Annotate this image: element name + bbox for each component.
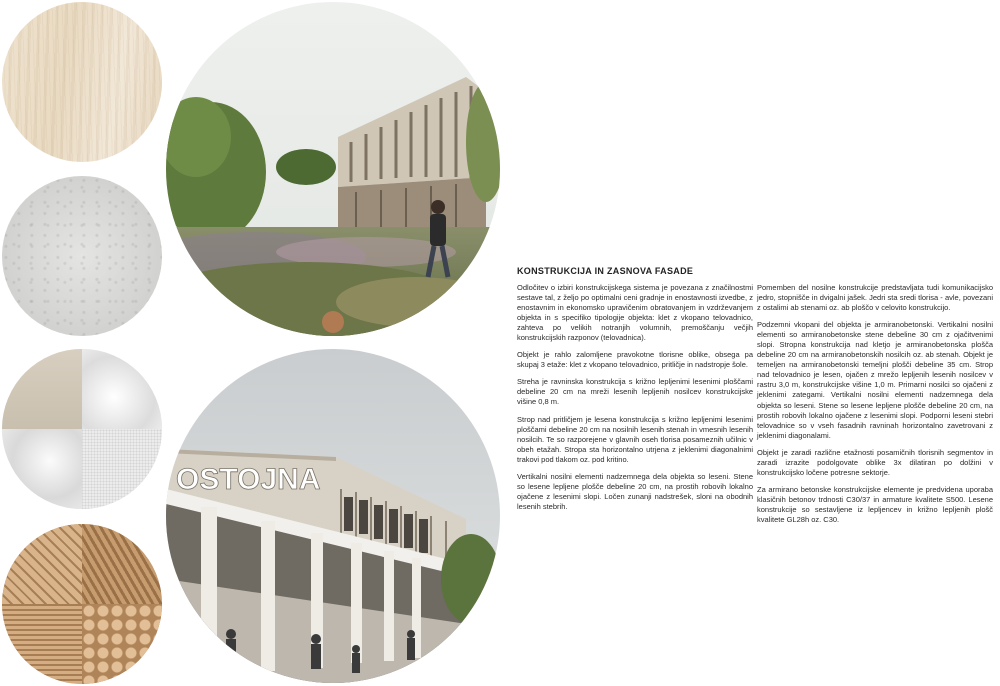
section-heading: KONSTRUKCIJA IN ZASNOVA FASADE bbox=[517, 266, 694, 276]
garden-render-image bbox=[166, 2, 500, 336]
text-column-right bbox=[757, 283, 993, 532]
paragraph: Podzemni vkopani del objekta je armiranobetonski. Vertikalni nosilni elementi so armiranobetonske stene debeline 30 cm z ojačitvenimi slopi. Stropna konstrukcija nad kletjo je armiranobetonska plošča debeline 20 cm na armiranobetonskih nosilcih oz. ab stenah. Objekt je temeljen na armiranobetonski temeljni plošči debeline 35 cm. Strop nad telovadnico je lesen, ojačen z mrežo lepljenih lesenih nosilcev v rastru 3,0 m, konstrukcijske višine 1,0 m. Primarni nosilci so ojačeni z jeklenimi zategami. Vertikalni nosilni elementi nadzemnega dela objekta so leseni. Stene so lesene lepljene plošče debeline 20 cm, na prostih robovih lokalno ojačene z lesenimi slopi. Podporni leseni stebri telovadnice so v vseh fasadnih ravninah horizontalno zavetrovani z jeklenimi diagonalami. bbox=[757, 320, 993, 440]
paragraph: Za armirano betonske konstrukcijske elemente je predvidena uporaba klasičnih betonov trdnosti C30/37 in armature kvalitete S500. Lesene konstrukcije so sestavljene iz lepljencev in križno lepljenih plošč kvalitete GL28h oz. C30. bbox=[757, 484, 993, 524]
building-sign: OSTOJNA bbox=[176, 463, 321, 496]
paragraph: Pomemben del nosilne konstrukcije predstavljata tudi komunikacijsko jedro, stopnišče in dvigalni jašek. Jedri sta sredi tlorisa - avle, povezani z ostalimi ab stenami oz. ab ploščo v celovito konstrukcijo. bbox=[757, 283, 993, 313]
paragraph: Objekt je rahlo zalomljene pravokotne tlorisne oblike, obsega pa skupaj 3 etaže: klet z vkopano telovadnico, pritličje in nadstropje šole. bbox=[517, 350, 753, 370]
paragraph: Streha je ravninska konstrukcija s križno lepljenimi lesenimi ploščami debeline 20 cm na mreži lesenih lepljenih nosilcev konstrukcijske višine 0,8 m. bbox=[517, 377, 753, 407]
paragraph: Vertikalni nosilni elementi nadzemnega dela objekta so leseni. Stene so lesene lepljene plošče debeline 20 cm, na prostih robovih lokalno ojačene z lesenimi slopi. Ločen zunanji nadstrešek, sloni na obodnih lesenih stebrih. bbox=[517, 471, 753, 511]
material-concrete-swatch bbox=[2, 176, 162, 336]
material-fabric-swatch bbox=[2, 349, 162, 509]
building-render-image bbox=[166, 349, 500, 683]
material-wood-swatch bbox=[2, 2, 162, 162]
paragraph: Odločitev o izbiri konstrukcijskega sistema je povezana z značilnostmi sestave tal, z željo po optimalni ceni gradnje in enostavnosti izvedbe, z enostavnim in ekonomsko upravičenim obratovanjem in vzdrževanjem objekta in s specifiko tipologije objekta: klet z vkopano telovadnico, zahteva po velikih notranjih volumnih, premoščanju večjih konstrukcijskih razponov (telovadnica). bbox=[517, 283, 753, 343]
text-column-left bbox=[517, 283, 753, 519]
paragraph: Objekt je zaradi različne etažnosti posamičnih tlorisnih segmentov in zaradi izrazite podolgovate oblike 3x dilatiran po dolžini v konstrukcijsko ločene potresne sektorje. bbox=[757, 447, 993, 477]
material-wood-relief-swatch bbox=[2, 524, 162, 684]
paragraph: Strop nad pritličjem je lesena konstrukcija s križno lepljenimi lesenimi ploščami debeline 20 cm na nosilnih lesenih stenah in vmesnih lesenih nosilcih. Te so razporejene v glavnih oseh tlorisa posameznih učilnic v obeh etažah. Stropa sta horizontalno utrjena z jeklenimi diagonalnimi trakovi pod tlakom oz. pod kritino. bbox=[517, 414, 753, 464]
